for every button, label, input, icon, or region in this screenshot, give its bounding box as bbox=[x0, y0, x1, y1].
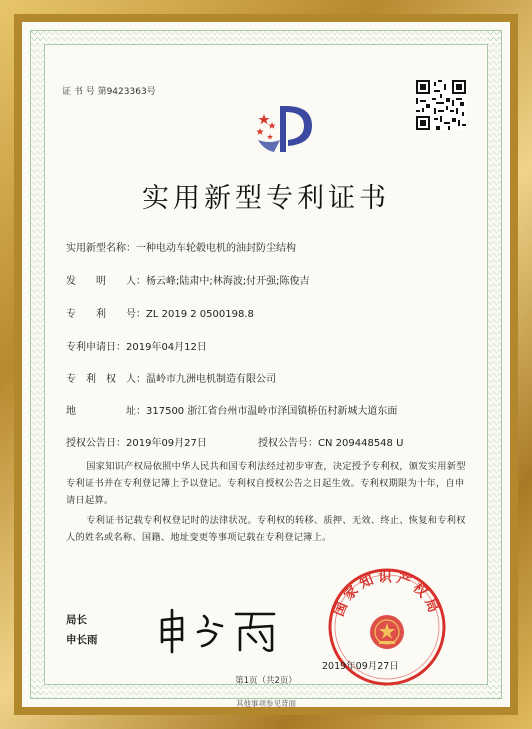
field-label: 实用新型名称： bbox=[66, 243, 136, 254]
field-value: CN 209448548 U bbox=[318, 438, 404, 449]
field-value: 317500 浙江省台州市温岭市泽国镇桥伍村新城大道东面 bbox=[146, 406, 398, 417]
field-label: 专 利 号： bbox=[66, 309, 146, 320]
certificate-number: 证 书 号 第9423363号 bbox=[62, 87, 156, 97]
field-value: 杨云峰;陆肃中;林海波;付开强;陈俊吉 bbox=[146, 276, 310, 287]
seal-date: 2019年09月27日 bbox=[322, 661, 399, 672]
field-value: 温岭市九洲电机制造有限公司 bbox=[146, 374, 276, 385]
field-utility-model-name bbox=[66, 239, 296, 254]
paragraph-legal-status: 专利证书记载专利权登记时的法律状况。专利权的转移、质押、无效、终止、恢复和专利权人的姓名或名称、国籍、地址变更等事项记载在专利登记簿上。 bbox=[66, 515, 466, 543]
field-label: 授权公告号： bbox=[258, 438, 318, 449]
national-emblem-icon bbox=[370, 615, 404, 649]
field-grant-announcement bbox=[66, 434, 207, 449]
field-label: 专 利 权 人： bbox=[66, 374, 146, 385]
cnipa-logo-icon bbox=[250, 100, 320, 162]
page-number: 第1页（共2页） bbox=[235, 676, 297, 686]
field-label: 专利申请日： bbox=[66, 342, 126, 353]
field-inventors bbox=[66, 272, 309, 287]
field-patentee bbox=[66, 370, 276, 385]
field-value: 2019年04月12日 bbox=[126, 342, 207, 353]
field-value: 2019年09月27日 bbox=[126, 438, 207, 449]
certificate-title: 实用新型专利证书 bbox=[142, 183, 390, 214]
director-name: 申长雨 bbox=[66, 634, 98, 646]
field-patent-number bbox=[66, 305, 254, 320]
field-label: 授权公告日： bbox=[66, 438, 126, 449]
field-value: 一种电动车轮毂电机的油封防尘结构 bbox=[136, 243, 296, 254]
paragraph-grant-statement: 国家知识产权局依照中华人民共和国专利法经过初步审查，决定授予专利权，颁发实用新型专利证书并在专利登记簿上予以登记。专利权自授权公告之日起生效。专利权期限为十年，自申请日起算。 bbox=[66, 461, 466, 506]
qr-code-icon bbox=[416, 80, 466, 130]
field-application-date bbox=[66, 338, 207, 353]
field-label: 地 址： bbox=[66, 406, 146, 417]
footer-note: 其他事项参见背面 bbox=[236, 699, 296, 707]
field-address bbox=[66, 402, 397, 417]
svg-text:国家知识产权局 bbox=[330, 569, 443, 619]
field-label: 发 明 人： bbox=[66, 276, 146, 287]
certificate-sheet bbox=[22, 22, 510, 707]
director-title: 局长 bbox=[66, 614, 87, 626]
field-grant-number bbox=[258, 434, 403, 449]
seal-text: 国家知识产权局 bbox=[331, 569, 443, 619]
director-signature bbox=[152, 606, 282, 654]
field-value: ZL 2019 2 0500198.8 bbox=[146, 309, 254, 320]
